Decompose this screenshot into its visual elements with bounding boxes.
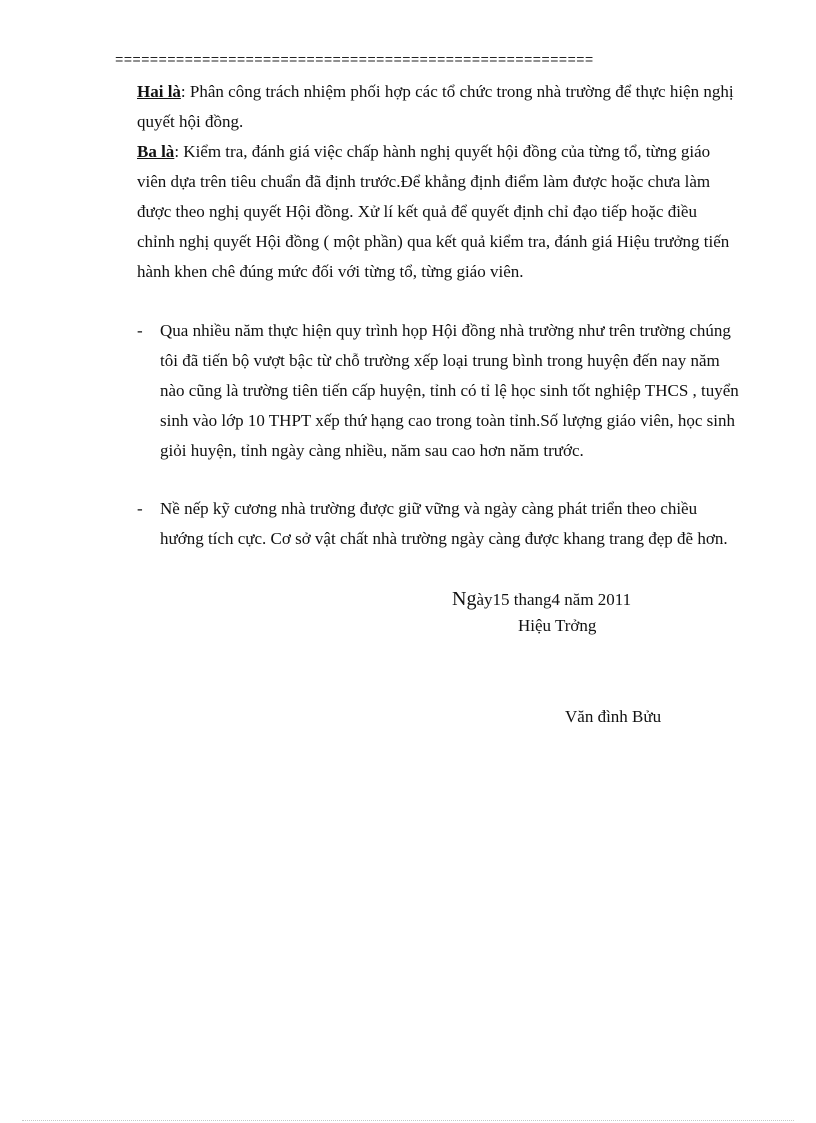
page-bottom-border [22,1120,794,1121]
date-prefix: Ng [452,588,477,610]
signature-title: Hiệu Trởng [518,616,597,635]
separator-line: ======================================================= [115,54,594,68]
paragraph-ba-la [137,137,737,287]
signature-name: Văn đình Bửu [565,707,662,726]
hai-la-label: Hai là [137,82,181,101]
ba-la-label: Ba là [137,142,175,161]
paragraph-hai-la [137,77,737,137]
hai-la-text: : Phân công trách nhiệm phối hợp các tổ chức trong nhà trường để thực hiện nghị quyết hội đồng. [137,82,734,131]
date-rest: ày15 thang4 năm 2011 [476,590,632,609]
bullet-text-2: Nề nếp kỹ cương nhà trường được giữ vững và ngày càng phát triển theo chiều hướng tích cực. Cơ sở vật chất nhà trường ngày càng được khang trang đẹp đẽ hơn. [160,499,728,548]
bullet-marker-1: - [137,321,143,340]
signature-date [452,588,631,611]
ba-la-text: : Kiểm tra, đánh giá việc chấp hành nghị quyết hội đồng của từng tổ, từng giáo viên dựa trên tiêu chuẩn đã định trước.Để khẳng định điểm làm được hoặc chưa làm được theo nghị quyết Hội đồng. Xử lí kết quả để quyết định chỉ đạo tiếp hoặc điều chỉnh nghị quyết Hội đồng ( một phần) qua kết quả kiểm tra, đánh giá Hiệu trưởng tiến hành khen chê đúng mức đối với từng tổ, từng giáo viên. [137,142,730,281]
bullet-text-1: Qua nhiều năm thực hiện quy trình họp Hội đồng nhà trường như trên trường chúng tôi đã tiến bộ vượt bậc từ chỗ trường xếp loại trung bình trong huyện đến nay năm nào cũng là trường tiên tiến cấp huyện, tỉnh có tỉ lệ học sinh tốt nghiệp THCS , tuyển sinh vào lớp 10 THPT xếp thứ hạng cao trong toàn tỉnh.Số lượng giáo viên, học sinh giỏi huyện, tỉnh ngày càng nhiều, năm sau cao hơn năm trước. [160,321,739,460]
bullet-marker-2: - [137,499,143,518]
